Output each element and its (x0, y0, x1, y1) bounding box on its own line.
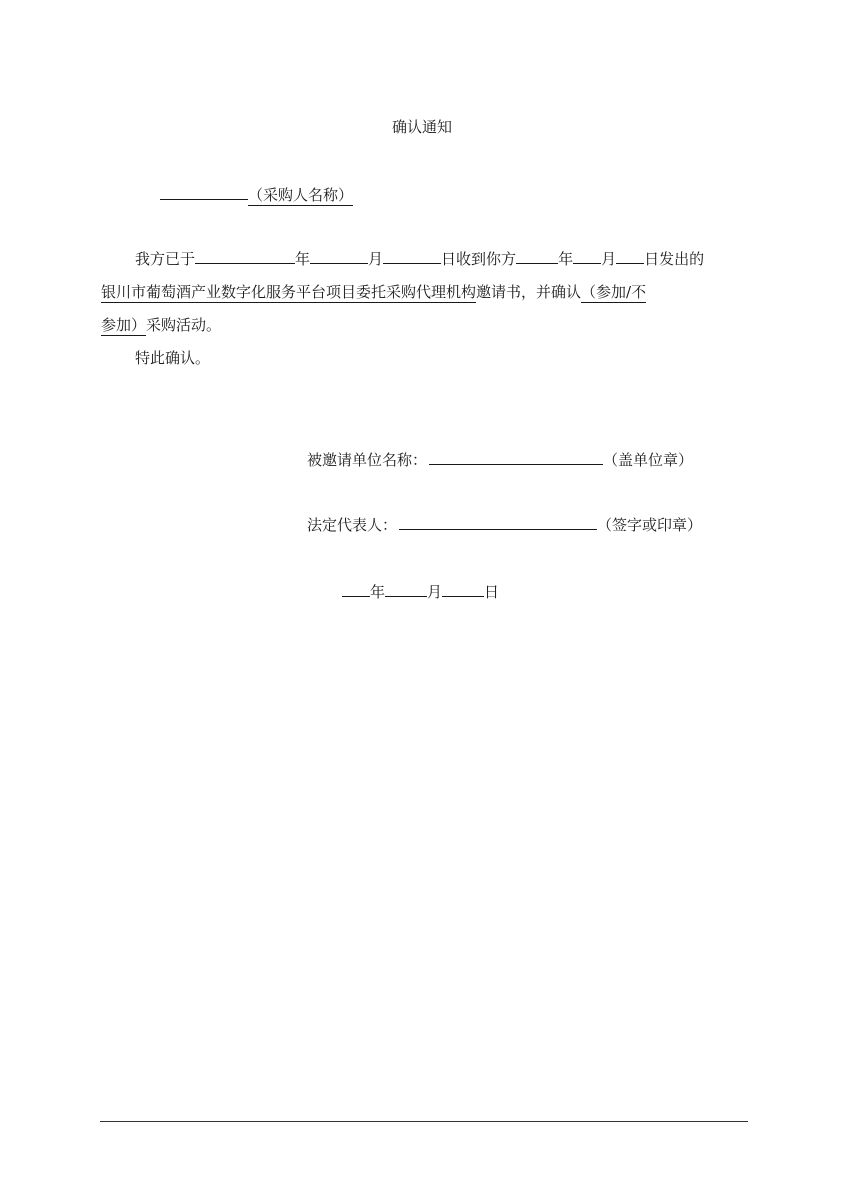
legal-rep-label: 法定代表人： (307, 516, 398, 534)
year-label: 年 (558, 250, 574, 268)
invited-unit-blank[interactable] (429, 448, 603, 465)
receive-month-blank[interactable] (310, 247, 368, 264)
month-label: 月 (427, 583, 443, 601)
footer-divider (100, 1121, 748, 1122)
lead-text: 我方已于 (135, 250, 196, 268)
receive-day-blank[interactable] (383, 247, 441, 264)
sign-day-blank[interactable] (442, 580, 484, 597)
sign-year-blank[interactable] (342, 580, 370, 597)
legal-rep-blank[interactable] (399, 513, 597, 530)
received-text: 日收到你方 (441, 250, 517, 268)
paragraph-line-3 (101, 314, 221, 335)
invited-unit-line (307, 448, 693, 470)
month-label: 月 (368, 250, 384, 268)
signature-note: （签字或印章） (597, 516, 703, 534)
paragraph-line-1 (135, 247, 704, 269)
invitation-text: 邀请书，并确认 (476, 283, 582, 301)
issue-month-blank[interactable] (573, 247, 601, 264)
sign-month-blank[interactable] (385, 580, 427, 597)
participation-option-part2: 参加） (101, 316, 147, 334)
paragraph-line-2 (101, 281, 646, 302)
issue-day-blank[interactable] (616, 247, 644, 264)
document-title: 确认通知 (392, 118, 453, 136)
issued-text: 日发出的 (644, 250, 705, 268)
project-name: 银川市葡萄酒产业数字化服务平台项目委托采购代理机构 (101, 283, 477, 301)
addressee-line (160, 183, 353, 205)
year-label: 年 (295, 250, 311, 268)
addressee-suffix: （采购人名称） (248, 186, 354, 204)
activity-text: 采购活动。 (146, 316, 222, 334)
day-label: 日 (484, 583, 500, 601)
legal-rep-line (307, 513, 702, 535)
unit-seal-note: （盖单位章） (603, 451, 694, 469)
signature-date-line (342, 580, 499, 602)
month-label: 月 (601, 250, 617, 268)
issue-year-blank[interactable] (516, 247, 558, 264)
invited-unit-label: 被邀请单位名称： (307, 451, 428, 469)
year-label: 年 (370, 583, 386, 601)
participation-option-part1: （参加/不 (581, 283, 647, 301)
receive-year-blank[interactable] (195, 247, 295, 264)
closing-text: 特此确认。 (135, 349, 211, 367)
addressee-name-blank[interactable] (160, 183, 248, 200)
